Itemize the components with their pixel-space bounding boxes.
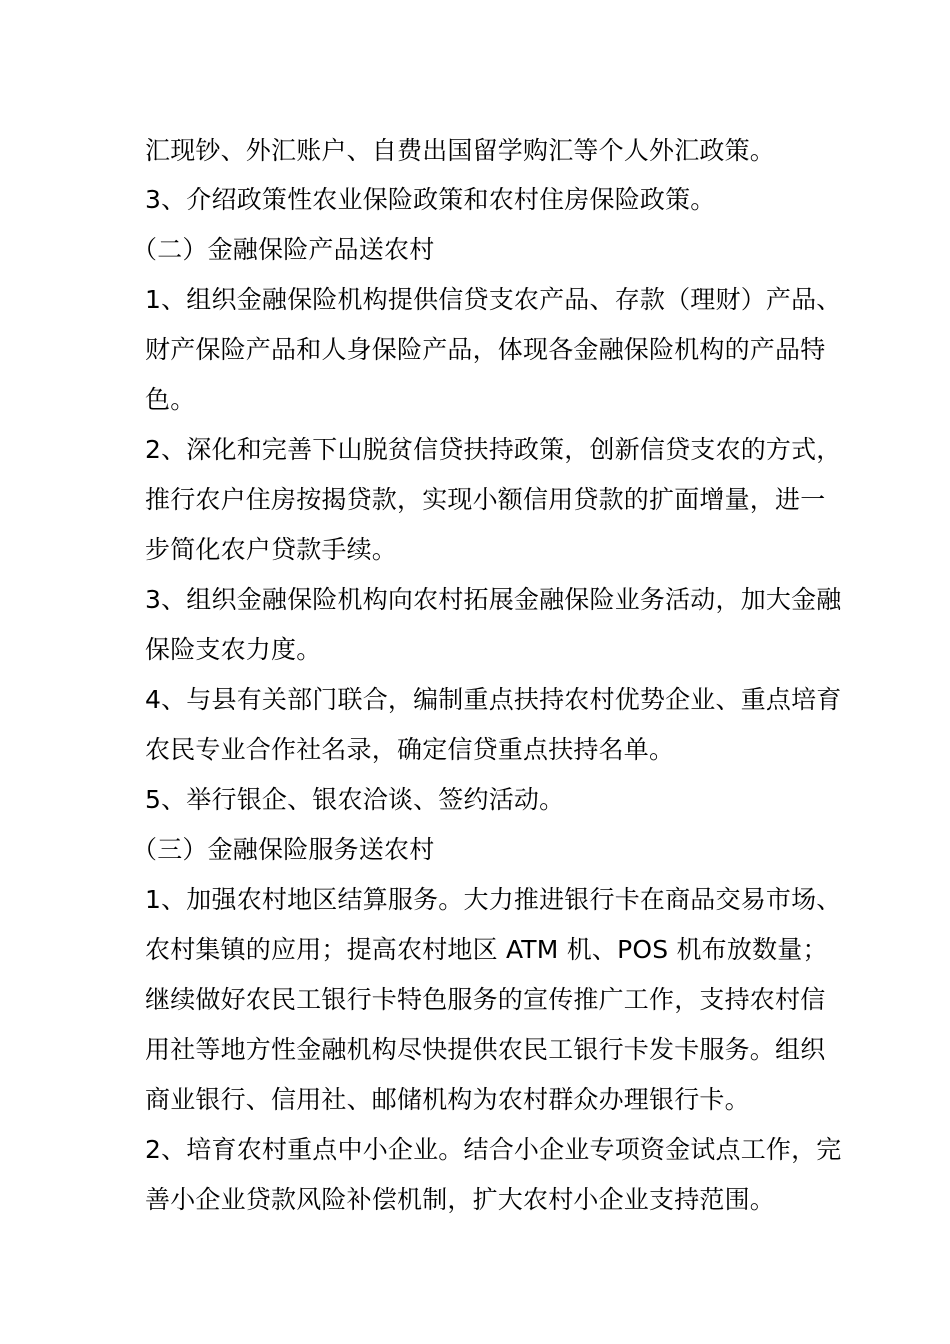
text-line: 善小企业贷款风险补偿机制，扩大农村小企业支持范围。 bbox=[145, 1185, 776, 1214]
text-line: 1、加强农村地区结算服务。大力推进银行卡在商品交易市场、 bbox=[145, 885, 842, 914]
text-line: 汇现钞、外汇账户、自费出国留学购汇等个人外汇政策。 bbox=[145, 136, 776, 165]
section-heading: （三）金融保险服务送农村 bbox=[132, 835, 435, 864]
text-line: 色。 bbox=[145, 385, 196, 414]
text-line: 农村集镇的应用；提高农村地区 ATM 机、POS 机布放数量； bbox=[145, 935, 828, 964]
text-line: 2、深化和完善下山脱贫信贷扶持政策，创新信贷支农的方式， bbox=[145, 435, 842, 464]
section-heading: （二）金融保险产品送农村 bbox=[132, 235, 435, 264]
text-line: 4、与县有关部门联合，编制重点扶持农村优势企业、重点培育 bbox=[145, 685, 842, 714]
text-line: 3、介绍政策性农业保险政策和农村住房保险政策。 bbox=[145, 185, 716, 214]
text-line: 保险支农力度。 bbox=[145, 635, 322, 664]
text-line: 用社等地方性金融机构尽快提供农民工银行卡发卡服务。组织 bbox=[145, 1035, 826, 1064]
text-line: 2、培育农村重点中小企业。结合小企业专项资金试点工作，完 bbox=[145, 1135, 842, 1164]
text-line: 步简化农户贷款手续。 bbox=[145, 535, 398, 564]
text-line: 1、组织金融保险机构提供信贷支农产品、存款（理财）产品、 bbox=[145, 285, 842, 314]
text-line: 农民专业合作社名录，确定信贷重点扶持名单。 bbox=[145, 735, 675, 764]
text-line: 5、举行银企、银农洽谈、签约活动。 bbox=[145, 785, 565, 814]
text-line: 财产保险产品和人身保险产品，体现各金融保险机构的产品特 bbox=[145, 335, 826, 364]
text-line: 3、组织金融保险机构向农村拓展金融保险业务活动，加大金融 bbox=[145, 585, 842, 614]
text-line: 商业银行、信用社、邮储机构为农村群众办理银行卡。 bbox=[145, 1085, 750, 1114]
text-line: 继续做好农民工银行卡特色服务的宣传推广工作，支持农村信 bbox=[145, 985, 826, 1014]
text-line: 推行农户住房按揭贷款，实现小额信用贷款的扩面增量，进一 bbox=[145, 485, 826, 514]
